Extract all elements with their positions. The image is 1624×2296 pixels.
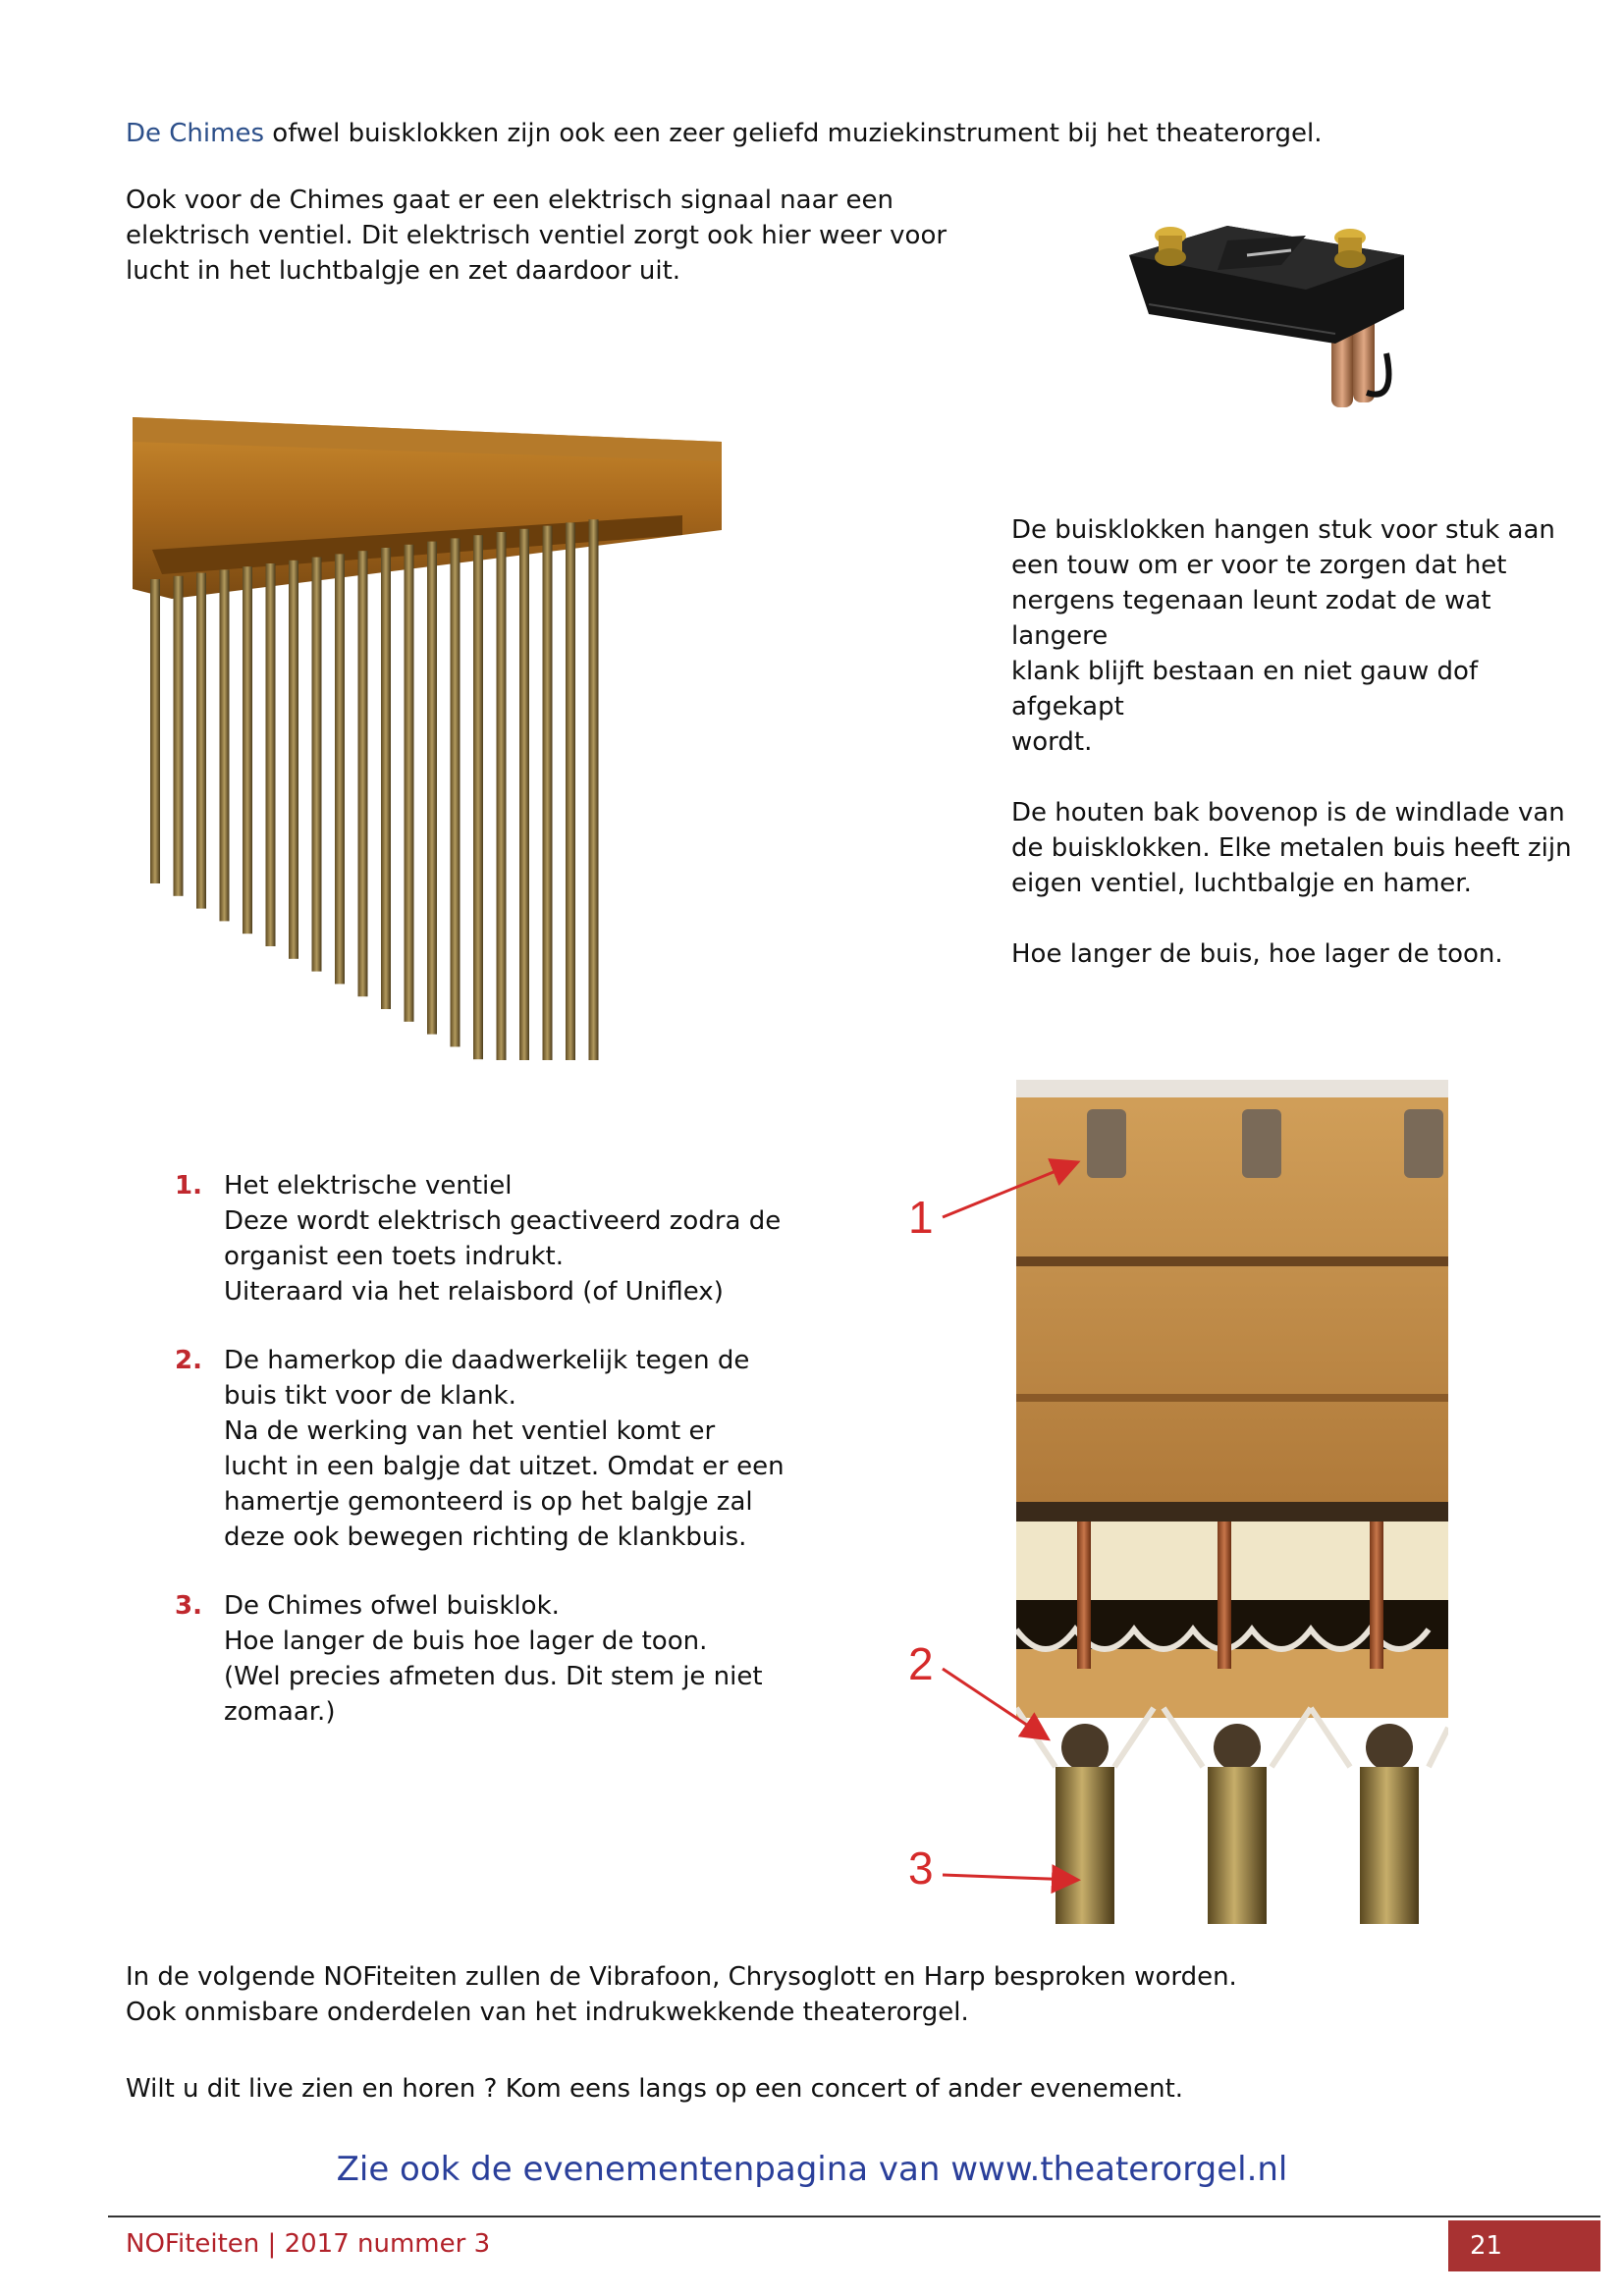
chime-tube bbox=[497, 532, 507, 1060]
list-line: hamertje gemonteerd is op het balgje zal bbox=[224, 1487, 753, 1517]
chime-tube bbox=[381, 548, 391, 1009]
chimes-photo bbox=[133, 412, 977, 1060]
right-p1-line: klank blijft bestaan en niet gauw dof afgekapt bbox=[1011, 657, 1479, 721]
list-line: lucht in een balgje dat uitzet. Omdat er een bbox=[224, 1452, 785, 1481]
chimes-link-text[interactable]: De Chimes bbox=[126, 119, 265, 148]
chime-tube bbox=[543, 526, 553, 1060]
chime-tube bbox=[266, 563, 276, 946]
right-p2-line: eigen ventiel, luchtbalgje en hamer. bbox=[1011, 869, 1472, 898]
list-item-3 bbox=[175, 1588, 842, 1730]
valve-line: lucht in het luchtbalgje en zet daardoor uit. bbox=[126, 256, 681, 286]
chime-tube bbox=[473, 535, 483, 1059]
chime-tube bbox=[405, 545, 414, 1022]
chime-tube bbox=[358, 551, 368, 996]
list-line: Hoe langer de buis hoe lager de toon. bbox=[224, 1627, 708, 1656]
right-p1-line: wordt. bbox=[1011, 727, 1093, 757]
closing-line: Ook onmisbare onderdelen van het indrukwekkende theaterorgel. bbox=[126, 1998, 969, 2027]
list-line: De Chimes ofwel buisklok. bbox=[224, 1591, 560, 1621]
photo-label-1: 1 bbox=[908, 1192, 934, 1243]
chime-tube bbox=[174, 576, 184, 896]
list-number: 2. bbox=[175, 1346, 202, 1375]
right-p1-line: De buisklokken hangen stuk voor stuk aan bbox=[1011, 515, 1555, 545]
chime-tube bbox=[243, 566, 252, 934]
list-line: (Wel precies afmeten dus. Dit stem je niet bbox=[224, 1662, 763, 1691]
chime-tube bbox=[312, 558, 322, 972]
chime-tube bbox=[566, 522, 575, 1060]
intro-rest: ofwel buisklokken zijn ook een zeer geliefd muziekinstrument bij het theaterorgel. bbox=[264, 119, 1323, 148]
list-number: 1. bbox=[175, 1171, 202, 1201]
chime-tube bbox=[196, 573, 206, 909]
list-item-2 bbox=[175, 1343, 842, 1555]
valve-line: Ook voor de Chimes gaat er een elektrisch signaal naar een bbox=[126, 186, 893, 215]
arrow-2 bbox=[943, 1669, 1046, 1737]
right-p1-line: een touw om er voor te zorgen dat het bbox=[1011, 551, 1507, 580]
photo-label-2: 2 bbox=[908, 1638, 934, 1689]
right-text-block bbox=[1011, 512, 1591, 972]
page-number: 21 bbox=[1448, 2220, 1600, 2271]
list-number: 3. bbox=[175, 1591, 202, 1621]
footer-rule bbox=[108, 2216, 1600, 2217]
list-line: buis tikt voor de klank. bbox=[224, 1381, 516, 1411]
list-line: organist een toets indrukt. bbox=[224, 1242, 565, 1271]
right-p2-line: De houten bak bovenop is de windlade van bbox=[1011, 798, 1565, 828]
list-line: deze ook bewegen richting de klankbuis. bbox=[224, 1522, 747, 1552]
closing-line: Wilt u dit live zien en horen ? Kom eens langs op een concert of ander evenement. bbox=[126, 2074, 1184, 2104]
intro-line bbox=[126, 116, 1322, 151]
arrow-3 bbox=[943, 1875, 1075, 1880]
chime-tube bbox=[289, 561, 298, 959]
arrow-1 bbox=[943, 1163, 1075, 1217]
right-p3-line: Hoe langer de buis, hoe lager de toon. bbox=[1011, 939, 1503, 969]
chime-tube bbox=[427, 542, 437, 1035]
list-line: Het elektrische ventiel bbox=[224, 1171, 513, 1201]
photo-label-3: 3 bbox=[908, 1842, 934, 1894]
chime-tube bbox=[220, 569, 230, 921]
valve-image bbox=[1110, 196, 1424, 417]
list-line: zomaar.) bbox=[224, 1697, 336, 1727]
chime-tube bbox=[335, 554, 345, 984]
label-arrows bbox=[938, 1148, 1095, 1895]
right-p2-line: de buisklokken. Elke metalen buis heeft zijn bbox=[1011, 833, 1572, 863]
right-p1-line: nergens tegenaan leunt zodat de wat langere bbox=[1011, 586, 1491, 651]
closing-line: In de volgende NOFiteiten zullen de Vibrafoon, Chrysoglott en Harp besproken worden. bbox=[126, 1962, 1237, 1992]
valve-line: elektrisch ventiel. Dit elektrisch ventiel zorgt ook hier weer voor bbox=[126, 221, 947, 250]
chime-tube bbox=[150, 579, 160, 883]
list-line: Na de werking van het ventiel komt er bbox=[224, 1416, 716, 1446]
list-item-1 bbox=[175, 1168, 842, 1309]
events-link-line[interactable]: Zie ook de evenementenpagina van www.theaterorgel.nl bbox=[336, 2150, 1288, 2189]
list-line: Uiteraard via het relaisbord (of Uniflex) bbox=[224, 1277, 724, 1307]
chime-tube bbox=[451, 538, 460, 1046]
footer-publication: NOFiteiten | 2017 nummer 3 bbox=[126, 2229, 491, 2259]
chime-tube bbox=[519, 529, 529, 1060]
chime-tube bbox=[589, 519, 599, 1060]
list-line: Deze wordt elektrisch geactiveerd zodra de bbox=[224, 1206, 782, 1236]
closing-block bbox=[126, 1959, 1549, 2107]
valve-paragraph bbox=[126, 183, 970, 289]
list-line: De hamerkop die daadwerkelijk tegen de bbox=[224, 1346, 750, 1375]
